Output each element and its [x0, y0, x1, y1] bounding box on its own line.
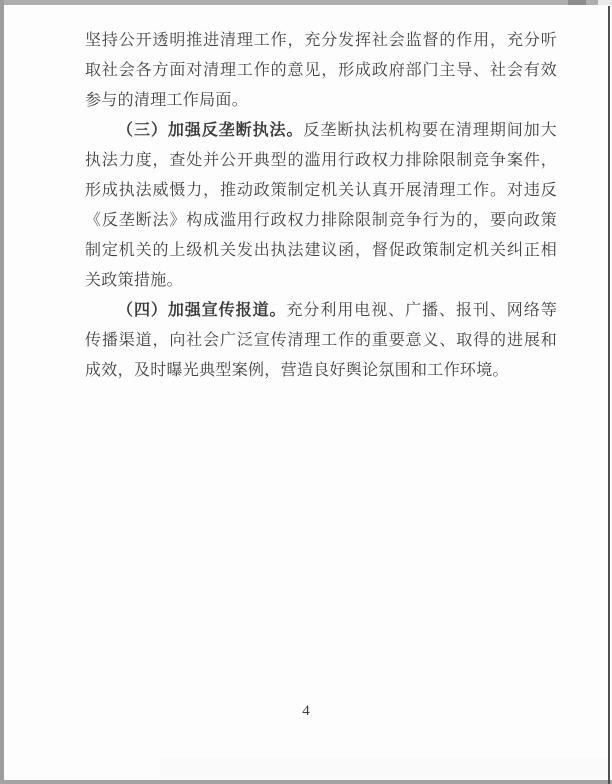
scan-edge-bottom [0, 780, 612, 784]
paragraph-section-3 [85, 116, 557, 296]
paragraph-continuation [85, 26, 557, 116]
scan-edge-right [608, 6, 610, 784]
section-heading: （四）加强宣传报道。 [117, 302, 287, 319]
paragraph-text: 坚持公开透明推进清理工作，充分发挥社会监督的作用，充分听取社会各方面对清理工作的意见，形成政府部门主导、社会有效参与的清理工作局面。 [85, 32, 557, 109]
scan-edge-top [0, 0, 612, 5]
paragraph-text: 充分利用电视、广播、报刊、网络等传播渠道，向社会广泛宣传清理工作的重要意义、取得的进展和成效，及时曝光典型案例，营造良好舆论氛围和工作环境。 [85, 302, 557, 379]
page-number: 4 [302, 703, 310, 719]
section-heading: （三）加强反垄断执法。 [117, 122, 304, 139]
scan-shade-artifact [160, 758, 608, 780]
scan-edge-left [0, 0, 4, 784]
paragraph-text: 反垄断执法机构要在清理期间加大执法力度，查处并公开典型的滥用行政权力排除限制竞争案件，形成执法威慑力，推动政策制定机关认真开展清理工作。对违反《反垄断法》构成滥用行政权力排除限制竞争行为的，要向政策制定机关的上级机关发出执法建议函，督促政策制定机关纠正相关政策措施。 [85, 122, 557, 289]
document-body [85, 26, 557, 386]
paragraph-section-4 [85, 296, 557, 386]
